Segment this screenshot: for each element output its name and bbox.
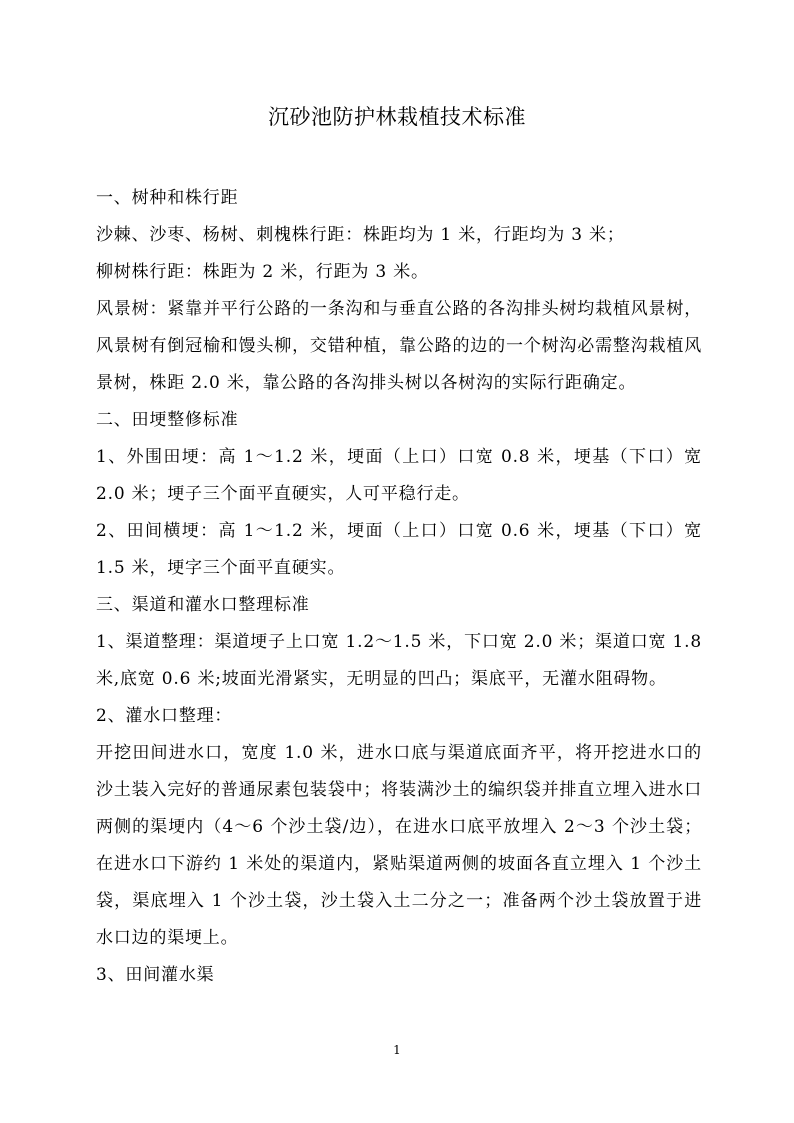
paragraph-scenic-trees: 风景树：紧靠并平行公路的一条沟和与垂直公路的各沟排头树均栽植风景树，风景树有倒冠榆和馒头柳，交错种植，靠公路的边的一个树沟必需整沟栽植风景树，株距 2.0 米，靠公路的各沟排头树以各树沟的实际行距确定。 [96,299,702,393]
subheading-inlet: 2、灌水口整理： [96,706,233,726]
paragraph-cross-ridge: 2、田间横埂：高 1～1.2 米，埂面（上口）口宽 0.6 米，埂基（下口）宽 1.5 米，埂字三个面平直硬实。 [96,521,702,578]
subheading-field-channel: 3、田间灌水渠 [96,965,215,985]
section-heading-1: 一、树种和株行距 [96,188,239,208]
document-body [96,180,702,994]
section-heading-3: 三、渠道和灌水口整理标准 [96,595,310,615]
paragraph-spacing-shrubs: 沙棘、沙枣、杨树、刺槐株行距：株距均为 1 米，行距均为 3 米； [96,225,625,245]
paragraph-inlet: 开挖田间进水口，宽度 1.0 米，进水口底与渠道底面齐平，将开挖进水口的沙土装入完好的普通尿素包装袋中；将装满沙土的编织袋并排直立埋入进水口两侧的渠埂内（4～6 个沙土袋/边），在进水口底平放埋入 2～3 个沙土袋；在进水口下游约 1 米处的渠道内，紧贴渠道两侧的坡面各直立埋入 1 个沙土袋，渠底埋入 1 个沙土袋，沙土袋入土二分之一；准备两个沙土袋放置于进水口边的渠埂上。 [96,743,702,948]
paragraph-outer-ridge: 1、外围田埂：高 1～1.2 米，埂面（上口）口宽 0.8 米，埂基（下口）宽 2.0 米；埂子三个面平直硬实，人可平稳行走。 [96,447,702,504]
paragraph-spacing-willow: 柳树株行距：株距为 2 米，行距为 3 米。 [96,262,429,282]
page-number: 1 [393,1043,401,1057]
document-title: 沉砂池防护林栽植技术标准 [268,105,526,129]
section-heading-2: 二、田埂整修标准 [96,410,239,430]
paragraph-channel: 1、渠道整理：渠道埂子上口宽 1.2～1.5 米，下口宽 2.0 米；渠道口宽 1.8 米,底宽 0.6 米;坡面光滑紧实，无明显的凹凸；渠底平，无灌水阻碍物。 [96,632,702,689]
